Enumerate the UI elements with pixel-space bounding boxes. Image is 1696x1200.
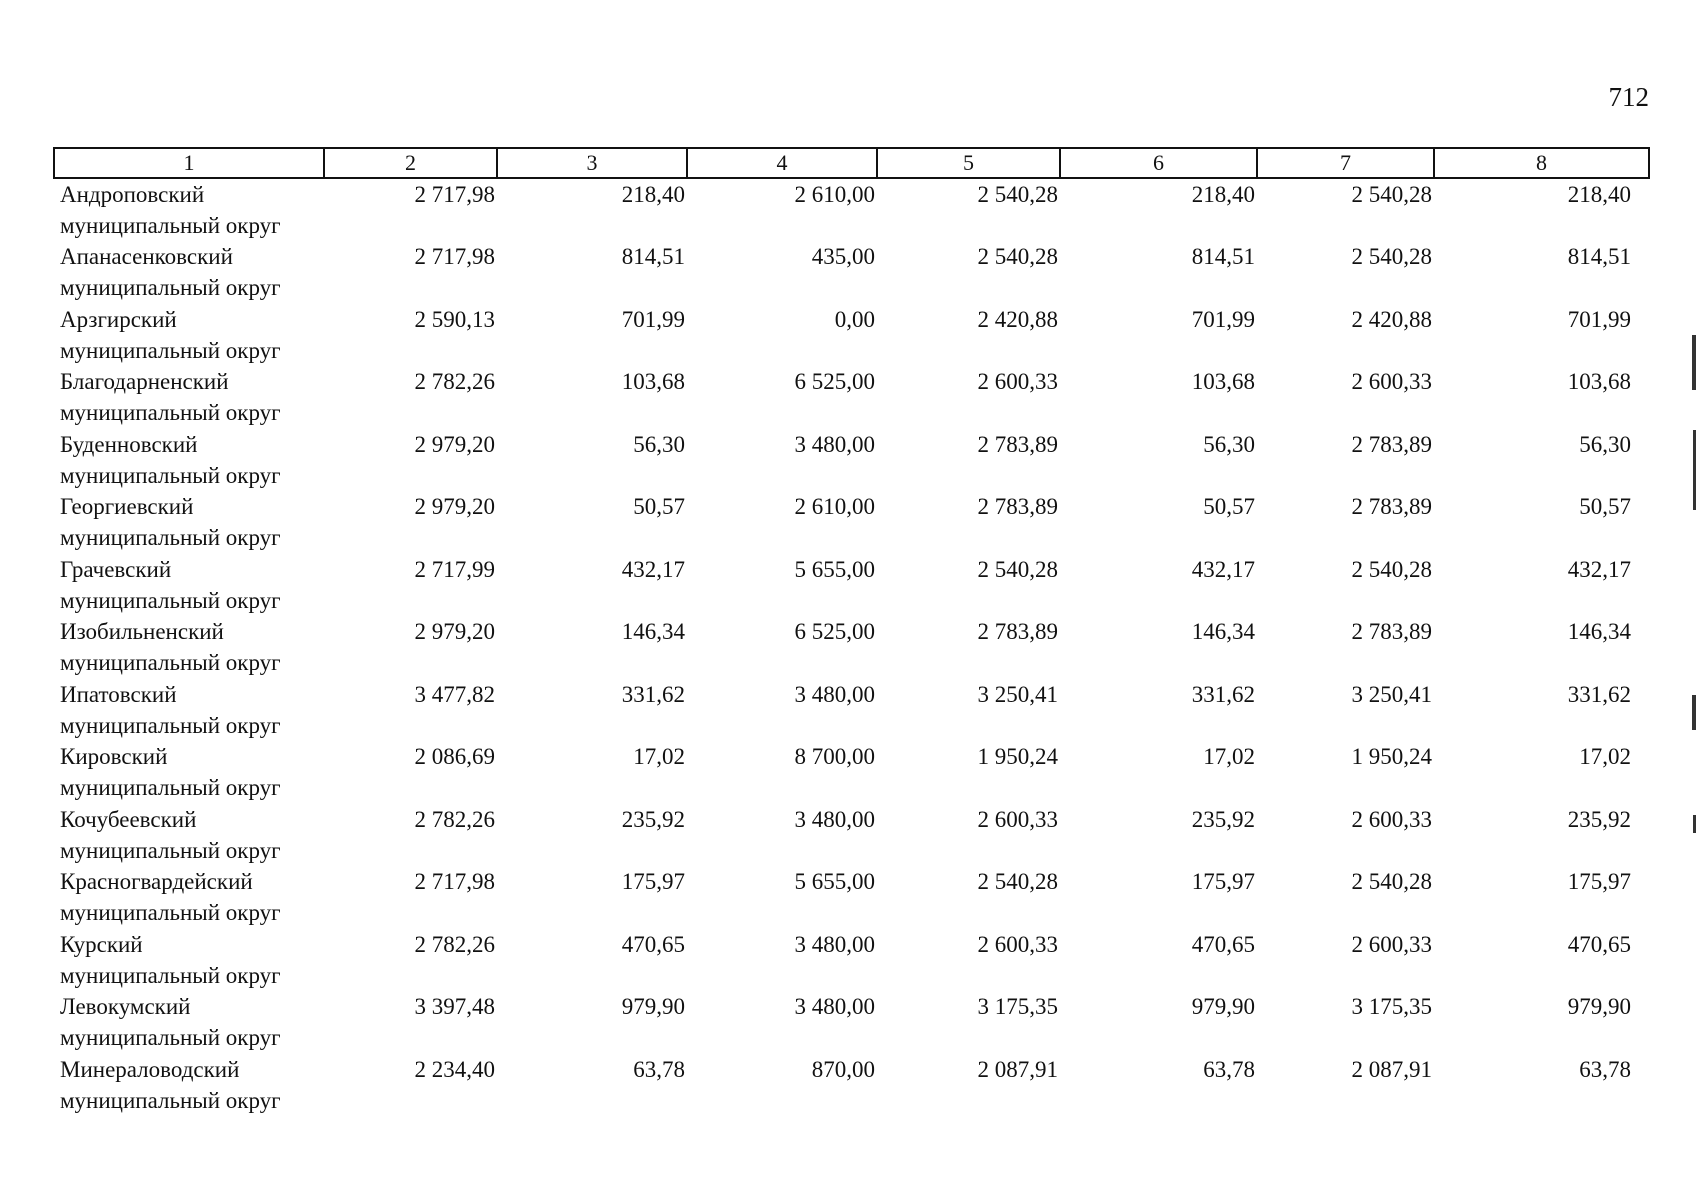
- table-header: [54, 148, 1649, 178]
- value-cell-col-5: 1 950,24: [977, 744, 1058, 769]
- value-cell-col-2: 2 717,98: [414, 869, 495, 894]
- value-cell-col-3: 63,78: [633, 1056, 685, 1082]
- district-type: муниципальный округ: [60, 775, 281, 800]
- value-cell-col-6: 175,97: [1191, 869, 1255, 894]
- value-cell-col-6: 979,90: [1191, 994, 1255, 1019]
- value-cell-col-8: 235,92: [1567, 806, 1631, 832]
- value-cell-col-8: 17,02: [1579, 744, 1631, 769]
- district-type: муниципальный округ: [60, 337, 281, 363]
- value-cell-col-5: 3 175,35: [977, 994, 1058, 1019]
- district-type: муниципальный округ: [60, 650, 281, 675]
- district-type: муниципальный округ: [60, 900, 281, 925]
- district-name-cell: [54, 616, 324, 679]
- district-name: Арзгирский: [60, 306, 177, 332]
- value-cell-col-5: 2 783,89: [977, 619, 1058, 644]
- table-body: [54, 178, 1649, 1116]
- value-cell-col-4: 435,00: [811, 244, 875, 269]
- district-name-cell: [54, 1054, 324, 1117]
- value-cell-col-2: 2 782,26: [414, 806, 495, 832]
- value-cell-col-8: 218,40: [1567, 182, 1631, 207]
- value-cell-col-7: 2 540,28: [1351, 244, 1432, 269]
- district-name-cell: [54, 178, 324, 241]
- value-cell-col-4: 2 610,00: [794, 182, 875, 207]
- value-cell-col-5: 2 420,88: [977, 306, 1058, 332]
- table-row: [54, 679, 1649, 742]
- table-row: [54, 991, 1649, 1054]
- table-row: [54, 929, 1649, 992]
- value-cell-col-5: 2 600,33: [977, 806, 1058, 832]
- scan-edge-mark: [1692, 335, 1696, 390]
- value-cell-col-5: 2 600,33: [977, 369, 1058, 394]
- value-cell-col-3: 218,40: [621, 182, 685, 207]
- value-cell-col-8: 146,34: [1567, 619, 1631, 644]
- district-name-cell: [54, 866, 324, 929]
- district-name: Грачевский: [60, 556, 172, 582]
- value-cell-col-6: 218,40: [1191, 182, 1255, 207]
- value-cell-col-8: 331,62: [1567, 681, 1631, 707]
- value-cell-col-2: 2 979,20: [414, 619, 495, 644]
- value-cell-col-8: 701,99: [1567, 306, 1631, 332]
- value-cell-col-4: 3 480,00: [794, 806, 875, 832]
- value-cell-col-3: 103,68: [621, 369, 685, 394]
- value-cell-col-2: 3 397,48: [414, 994, 495, 1019]
- header-row: [54, 148, 1649, 178]
- value-cell-col-6: 701,99: [1191, 306, 1255, 332]
- value-cell-col-8: 56,30: [1579, 431, 1631, 457]
- column-header-5: 5: [877, 148, 1060, 178]
- district-type: муниципальный округ: [60, 400, 281, 425]
- value-cell-col-5: 2 783,89: [977, 431, 1058, 457]
- district-type: муниципальный округ: [60, 837, 281, 863]
- value-cell-col-5: 2 540,28: [977, 556, 1058, 582]
- value-cell-col-3: 331,62: [621, 681, 685, 707]
- value-cell-col-6: 814,51: [1191, 244, 1255, 269]
- value-cell-col-7: 2 600,33: [1351, 806, 1432, 832]
- value-cell-col-6: 432,17: [1191, 556, 1255, 582]
- value-cell-col-2: 2 979,20: [414, 431, 495, 457]
- value-cell-col-4: 3 480,00: [794, 431, 875, 457]
- value-cell-col-6: 103,68: [1191, 369, 1255, 394]
- district-name-cell: [54, 304, 324, 367]
- district-name-cell: [54, 804, 324, 867]
- value-cell-col-6: 56,30: [1203, 431, 1255, 457]
- district-name-cell: [54, 554, 324, 617]
- value-cell-col-3: 50,57: [633, 494, 685, 519]
- value-cell-col-3: 979,90: [621, 994, 685, 1019]
- value-cell-col-5: 2 087,91: [977, 1056, 1058, 1082]
- value-cell-col-8: 432,17: [1567, 556, 1631, 582]
- page-number: 712: [1608, 82, 1649, 112]
- value-cell-col-7: 2 600,33: [1351, 931, 1432, 957]
- value-cell-col-5: 2 540,28: [977, 244, 1058, 269]
- value-cell-col-8: 470,65: [1567, 931, 1631, 957]
- district-name-cell: [54, 429, 324, 492]
- value-cell-col-5: 2 783,89: [977, 494, 1058, 519]
- column-header-7: 7: [1257, 148, 1434, 178]
- district-name: Андроповский: [60, 182, 205, 207]
- district-name-cell: [54, 241, 324, 304]
- value-cell-col-4: 2 610,00: [794, 494, 875, 519]
- column-header-4: 4: [687, 148, 877, 178]
- value-cell-col-8: 103,68: [1567, 369, 1631, 394]
- table-row: [54, 304, 1649, 367]
- value-cell-col-4: 870,00: [811, 1056, 875, 1082]
- value-cell-col-2: 2 086,69: [414, 744, 495, 769]
- table-row: [54, 741, 1649, 804]
- value-cell-col-2: 2 717,99: [414, 556, 495, 582]
- value-cell-col-6: 17,02: [1203, 744, 1255, 769]
- value-cell-col-3: 56,30: [633, 431, 685, 457]
- table-row: [54, 241, 1649, 304]
- table-row: [54, 491, 1649, 554]
- value-cell-col-4: 5 655,00: [794, 869, 875, 894]
- district-type: муниципальный округ: [60, 525, 281, 550]
- value-cell-col-3: 470,65: [621, 931, 685, 957]
- value-cell-col-4: 6 525,00: [794, 369, 875, 394]
- district-name: Кировский: [60, 744, 168, 769]
- table-row: [54, 1054, 1649, 1117]
- value-cell-col-4: 3 480,00: [794, 931, 875, 957]
- value-cell-col-4: 5 655,00: [794, 556, 875, 582]
- district-type: муниципальный округ: [60, 587, 281, 613]
- table-row: [54, 366, 1649, 429]
- data-table: [53, 147, 1650, 1116]
- district-name: Буденновский: [60, 431, 198, 457]
- district-name: Курский: [60, 931, 143, 957]
- value-cell-col-6: 50,57: [1203, 494, 1255, 519]
- district-name: Ипатовский: [60, 681, 177, 707]
- value-cell-col-2: 3 477,82: [414, 681, 495, 707]
- scan-edge-mark: [1692, 695, 1696, 730]
- value-cell-col-5: 2 600,33: [977, 931, 1058, 957]
- value-cell-col-3: 814,51: [621, 244, 685, 269]
- column-header-1: 1: [54, 148, 324, 178]
- value-cell-col-2: 2 782,26: [414, 931, 495, 957]
- value-cell-col-3: 146,34: [621, 619, 685, 644]
- value-cell-col-6: 470,65: [1191, 931, 1255, 957]
- value-cell-col-7: 3 250,41: [1351, 681, 1432, 707]
- value-cell-col-3: 235,92: [621, 806, 685, 832]
- value-cell-col-3: 701,99: [621, 306, 685, 332]
- district-name: Кочубеевский: [60, 806, 197, 832]
- value-cell-col-5: 2 540,28: [977, 182, 1058, 207]
- table-row: [54, 866, 1649, 929]
- value-cell-col-8: 50,57: [1579, 494, 1631, 519]
- value-cell-col-7: 3 175,35: [1351, 994, 1432, 1019]
- district-name: Изобильненский: [60, 619, 224, 644]
- value-cell-col-2: 2 782,26: [414, 369, 495, 394]
- value-cell-col-7: 1 950,24: [1351, 744, 1432, 769]
- value-cell-col-3: 17,02: [633, 744, 685, 769]
- district-name-cell: [54, 366, 324, 429]
- district-name-cell: [54, 679, 324, 742]
- value-cell-col-8: 63,78: [1579, 1056, 1631, 1082]
- value-cell-col-6: 63,78: [1203, 1056, 1255, 1082]
- value-cell-col-4: 6 525,00: [794, 619, 875, 644]
- table-row: [54, 804, 1649, 867]
- column-header-6: 6: [1060, 148, 1257, 178]
- value-cell-col-2: 2 590,13: [414, 306, 495, 332]
- district-type: муниципальный округ: [60, 275, 281, 300]
- value-cell-col-7: 2 783,89: [1351, 431, 1432, 457]
- value-cell-col-4: 3 480,00: [794, 681, 875, 707]
- district-type: муниципальный округ: [60, 462, 281, 488]
- value-cell-col-6: 331,62: [1191, 681, 1255, 707]
- district-name-cell: [54, 741, 324, 804]
- district-type: муниципальный округ: [60, 213, 281, 238]
- district-type: муниципальный округ: [60, 1025, 281, 1050]
- value-cell-col-2: 2 234,40: [414, 1056, 495, 1082]
- district-name-cell: [54, 991, 324, 1054]
- value-cell-col-8: 814,51: [1567, 244, 1631, 269]
- value-cell-col-6: 235,92: [1191, 806, 1255, 832]
- value-cell-col-7: 2 600,33: [1351, 369, 1432, 394]
- table-row: [54, 554, 1649, 617]
- value-cell-col-8: 979,90: [1567, 994, 1631, 1019]
- column-header-8: 8: [1434, 148, 1649, 178]
- value-cell-col-3: 432,17: [621, 556, 685, 582]
- table-row: [54, 429, 1649, 492]
- value-cell-col-5: 2 540,28: [977, 869, 1058, 894]
- district-name: Минераловодский: [60, 1056, 240, 1082]
- value-cell-col-7: 2 087,91: [1351, 1056, 1432, 1082]
- district-name-cell: [54, 491, 324, 554]
- district-name: Красногвардейский: [60, 869, 253, 894]
- value-cell-col-4: 0,00: [834, 306, 875, 332]
- district-name: Апанасенковский: [60, 244, 233, 269]
- value-cell-col-7: 2 420,88: [1351, 306, 1432, 332]
- district-name: Георгиевский: [60, 494, 194, 519]
- value-cell-col-2: 2 717,98: [414, 244, 495, 269]
- value-cell-col-4: 8 700,00: [794, 744, 875, 769]
- value-cell-col-4: 3 480,00: [794, 994, 875, 1019]
- district-name-cell: [54, 929, 324, 992]
- district-name: Благодарненский: [60, 369, 229, 394]
- value-cell-col-2: 2 979,20: [414, 494, 495, 519]
- value-cell-col-3: 175,97: [621, 869, 685, 894]
- value-cell-col-2: 2 717,98: [414, 182, 495, 207]
- value-cell-col-7: 2 783,89: [1351, 494, 1432, 519]
- value-cell-col-7: 2 540,28: [1351, 556, 1432, 582]
- table-row: [54, 178, 1649, 241]
- value-cell-col-7: 2 540,28: [1351, 869, 1432, 894]
- value-cell-col-7: 2 783,89: [1351, 619, 1432, 644]
- value-cell-col-7: 2 540,28: [1351, 182, 1432, 207]
- district-type: муниципальный округ: [60, 712, 281, 738]
- column-header-3: 3: [497, 148, 687, 178]
- district-type: муниципальный округ: [60, 962, 281, 988]
- table-row: [54, 616, 1649, 679]
- value-cell-col-5: 3 250,41: [977, 681, 1058, 707]
- district-name: Левокумский: [60, 994, 191, 1019]
- district-type: муниципальный округ: [60, 1087, 281, 1113]
- value-cell-col-8: 175,97: [1567, 869, 1631, 894]
- value-cell-col-6: 146,34: [1191, 619, 1255, 644]
- column-header-2: 2: [324, 148, 497, 178]
